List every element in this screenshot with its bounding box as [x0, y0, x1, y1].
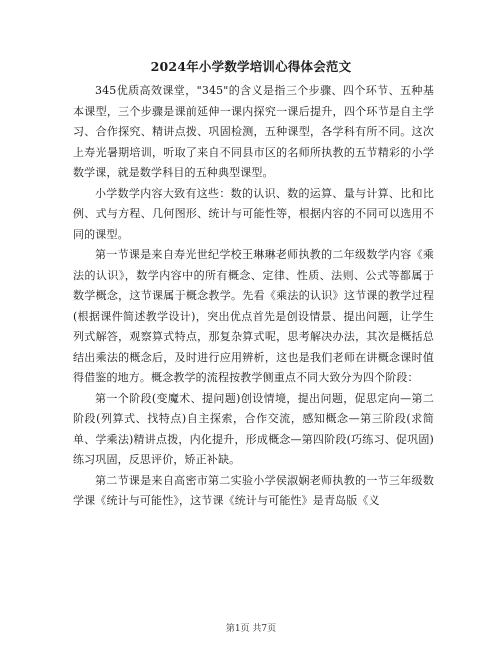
paragraph-second-lesson: 第二节课是来自高密市第二实验小学侯淑娴老师执教的一节三年级数学课《统计与可能性》，这节课《统计与可能性》是青岛版《义: [73, 473, 434, 507]
document-title: 2024年小学数学培训心得体会范文: [150, 59, 352, 74]
page-number-footer: 第1页 共7页: [225, 624, 277, 634]
paragraph-teaching-stages: 第一个阶段(变魔术、提问题)创设情境，提出问题，促思定向—第二阶段(列算式、找特点)自主探索，合作交流，感知概念—第三阶段(求简单、学乘法)精讲点拨，内化提升，形成概念—第四阶段(巧练习、促巩固)练习巩固，反思评价，矫正补缺。: [73, 391, 434, 466]
document-body: [73, 81, 434, 512]
paragraph-first-lesson: 第一节课是来自寿光世纪学校王琳琳老师执教的二年级数学内容《乘法的认识》，数学内容中的所有概念、定律、性质、法则、公式等都属于数学概念，这节课属于概念教学。先看《乘法的认识》这节课的教学过程(根据课件简述教学设计)，突出优点首先是创设情景、提出问题，让学生列式解答，观察算式特点，那复杂算式呢，思考解决办法，其次是概括总结出乘法的概念后，及时进行应用辨析，这也是我们老师在讲概念课时值得借鉴的地方。概念教学的流程按教学侧重点不同大致分为四个阶段：: [73, 248, 434, 384]
paragraph-content-overview: 小学数学内容大致有这些：数的认识、数的运算、量与计算、比和比例、式与方程、几何图形、统计与可能性等，根据内容的不同可以选用不同的课型。: [73, 186, 434, 241]
paragraph-intro: 345优质高效课堂，"345"的含义是指三个步骤、四个环节、五种基本课型，三个步骤是课前延伸一课内探究一课后提升，四个环节是自主学习、合作探究、精讲点拨、巩固检测，五种课型，各学科有所不同。这次上寿光暑期培训，听取了来自不同县市区的名师所执教的五节精彩的小学数学课，就是数学科目的五种典型课型。: [73, 84, 434, 179]
